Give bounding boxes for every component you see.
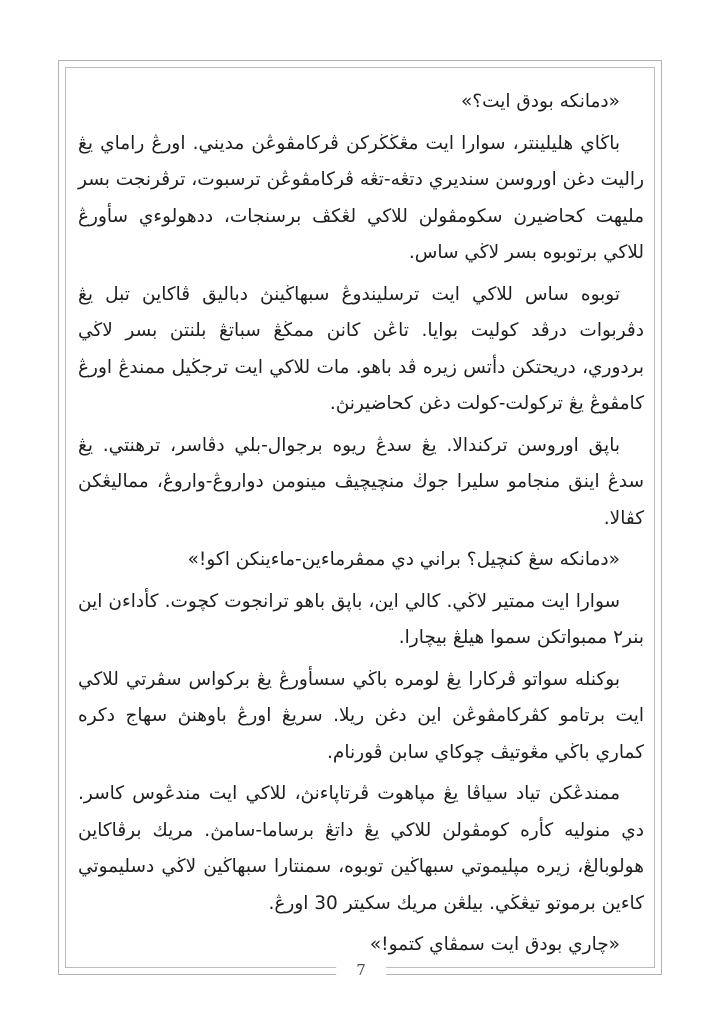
body-paragraph-2: توبوه ساس للاكي ايت ترسليندوڠ سبهاڬينڽ دباليق ڤاكاين تبل يڠ دڤربوات درڤد كوليت بوايا. تاڠن كانن ممڬڠ سباتڠ بلنتن بسر لاڬي بردوري، دريحتكن دأتس زيره ڤد باهو. مات للاكي ايت ترجڬيل ممندڠ اورڠ كامڤوڠ يڠ تركولت-كولت دغن كحاضيرنڽ. bbox=[78, 283, 644, 414]
body-paragraph-6: ممندڠكن تياد سياڤا يڠ مڽاهوت ڤرتاڽاءنڽ، للاكي ايت مندڠوس كاسر. دي منوليه كأره كومڤولن للاكي يڠ داتڠ برساما-سامڽ. مريك برڤاكاين هولوبالڠ، زيره مڽليموتي سبهاڬين توبوه، سمنتارا سبهاڬين لاڬي دسليموتي كاءين برموتو تيڠڬي. بيلڠن مريك سكيتر 30 اورڠ. bbox=[78, 783, 644, 914]
dialogue-line-2: «دمانكه سڠ كنچيل؟ براني دي ممڤرماءين-ماءينكن اكو!» bbox=[187, 549, 620, 570]
page-number: 7 bbox=[336, 959, 386, 981]
dialogue-line-3: «چاري بودق ايت سمڤاي كتمو!» bbox=[369, 934, 620, 955]
dialogue-line-1: «دمانكه بودق ايت؟» bbox=[460, 91, 620, 112]
body-paragraph-4: سوارا ايت ممتير لاڬي. كالي اين، باڽق باهو ترانجوت كچوت. كأداءن اين بنر٢ ممبواتكن سموا هيلڠ بيچارا. bbox=[78, 590, 644, 648]
body-paragraph-1: باڬاي هليلينتر، سوارا ايت مڠڬڬركن ڤركامڤوڠن مديني. اورڠ راماي يڠ راليت دغن اوروسن سنديري دتڠه-تڠه ڤركامڤوڠن ترسبوت، ترڤرنجت بسر مليهت كحاضيرن سكومڤولن للاكي لڠكڤ برسنجات، ددهولوءي سأورڠ للاكي برتوبوه بسر لاڬي ساس. bbox=[78, 132, 644, 263]
page-text-column bbox=[78, 84, 644, 969]
body-paragraph-3: باڽق اوروسن تركندالا. يڠ سدڠ ريوه برجوال-بلي دڤاسر، ترهنتي. يڠ سدڠ اينق منجامو سليرا جوڬ منچيچيڤ مينومن دواروڠ-واروڠ، مماليڠكن كڤالا. bbox=[78, 434, 644, 529]
body-paragraph-5: بوكنله سواتو ڤركارا يڠ لومره باڬي سسأورڠ يڠ بركواس سڤرتي للاكي ايت برتامو كڤركامڤوڠن اين دغن ريلا. سريڠ اورڠ باوهنڽ سهاج دكره كماري باڬي مڠوتيڤ چوكاي سابن ڤورنام. bbox=[78, 668, 644, 763]
